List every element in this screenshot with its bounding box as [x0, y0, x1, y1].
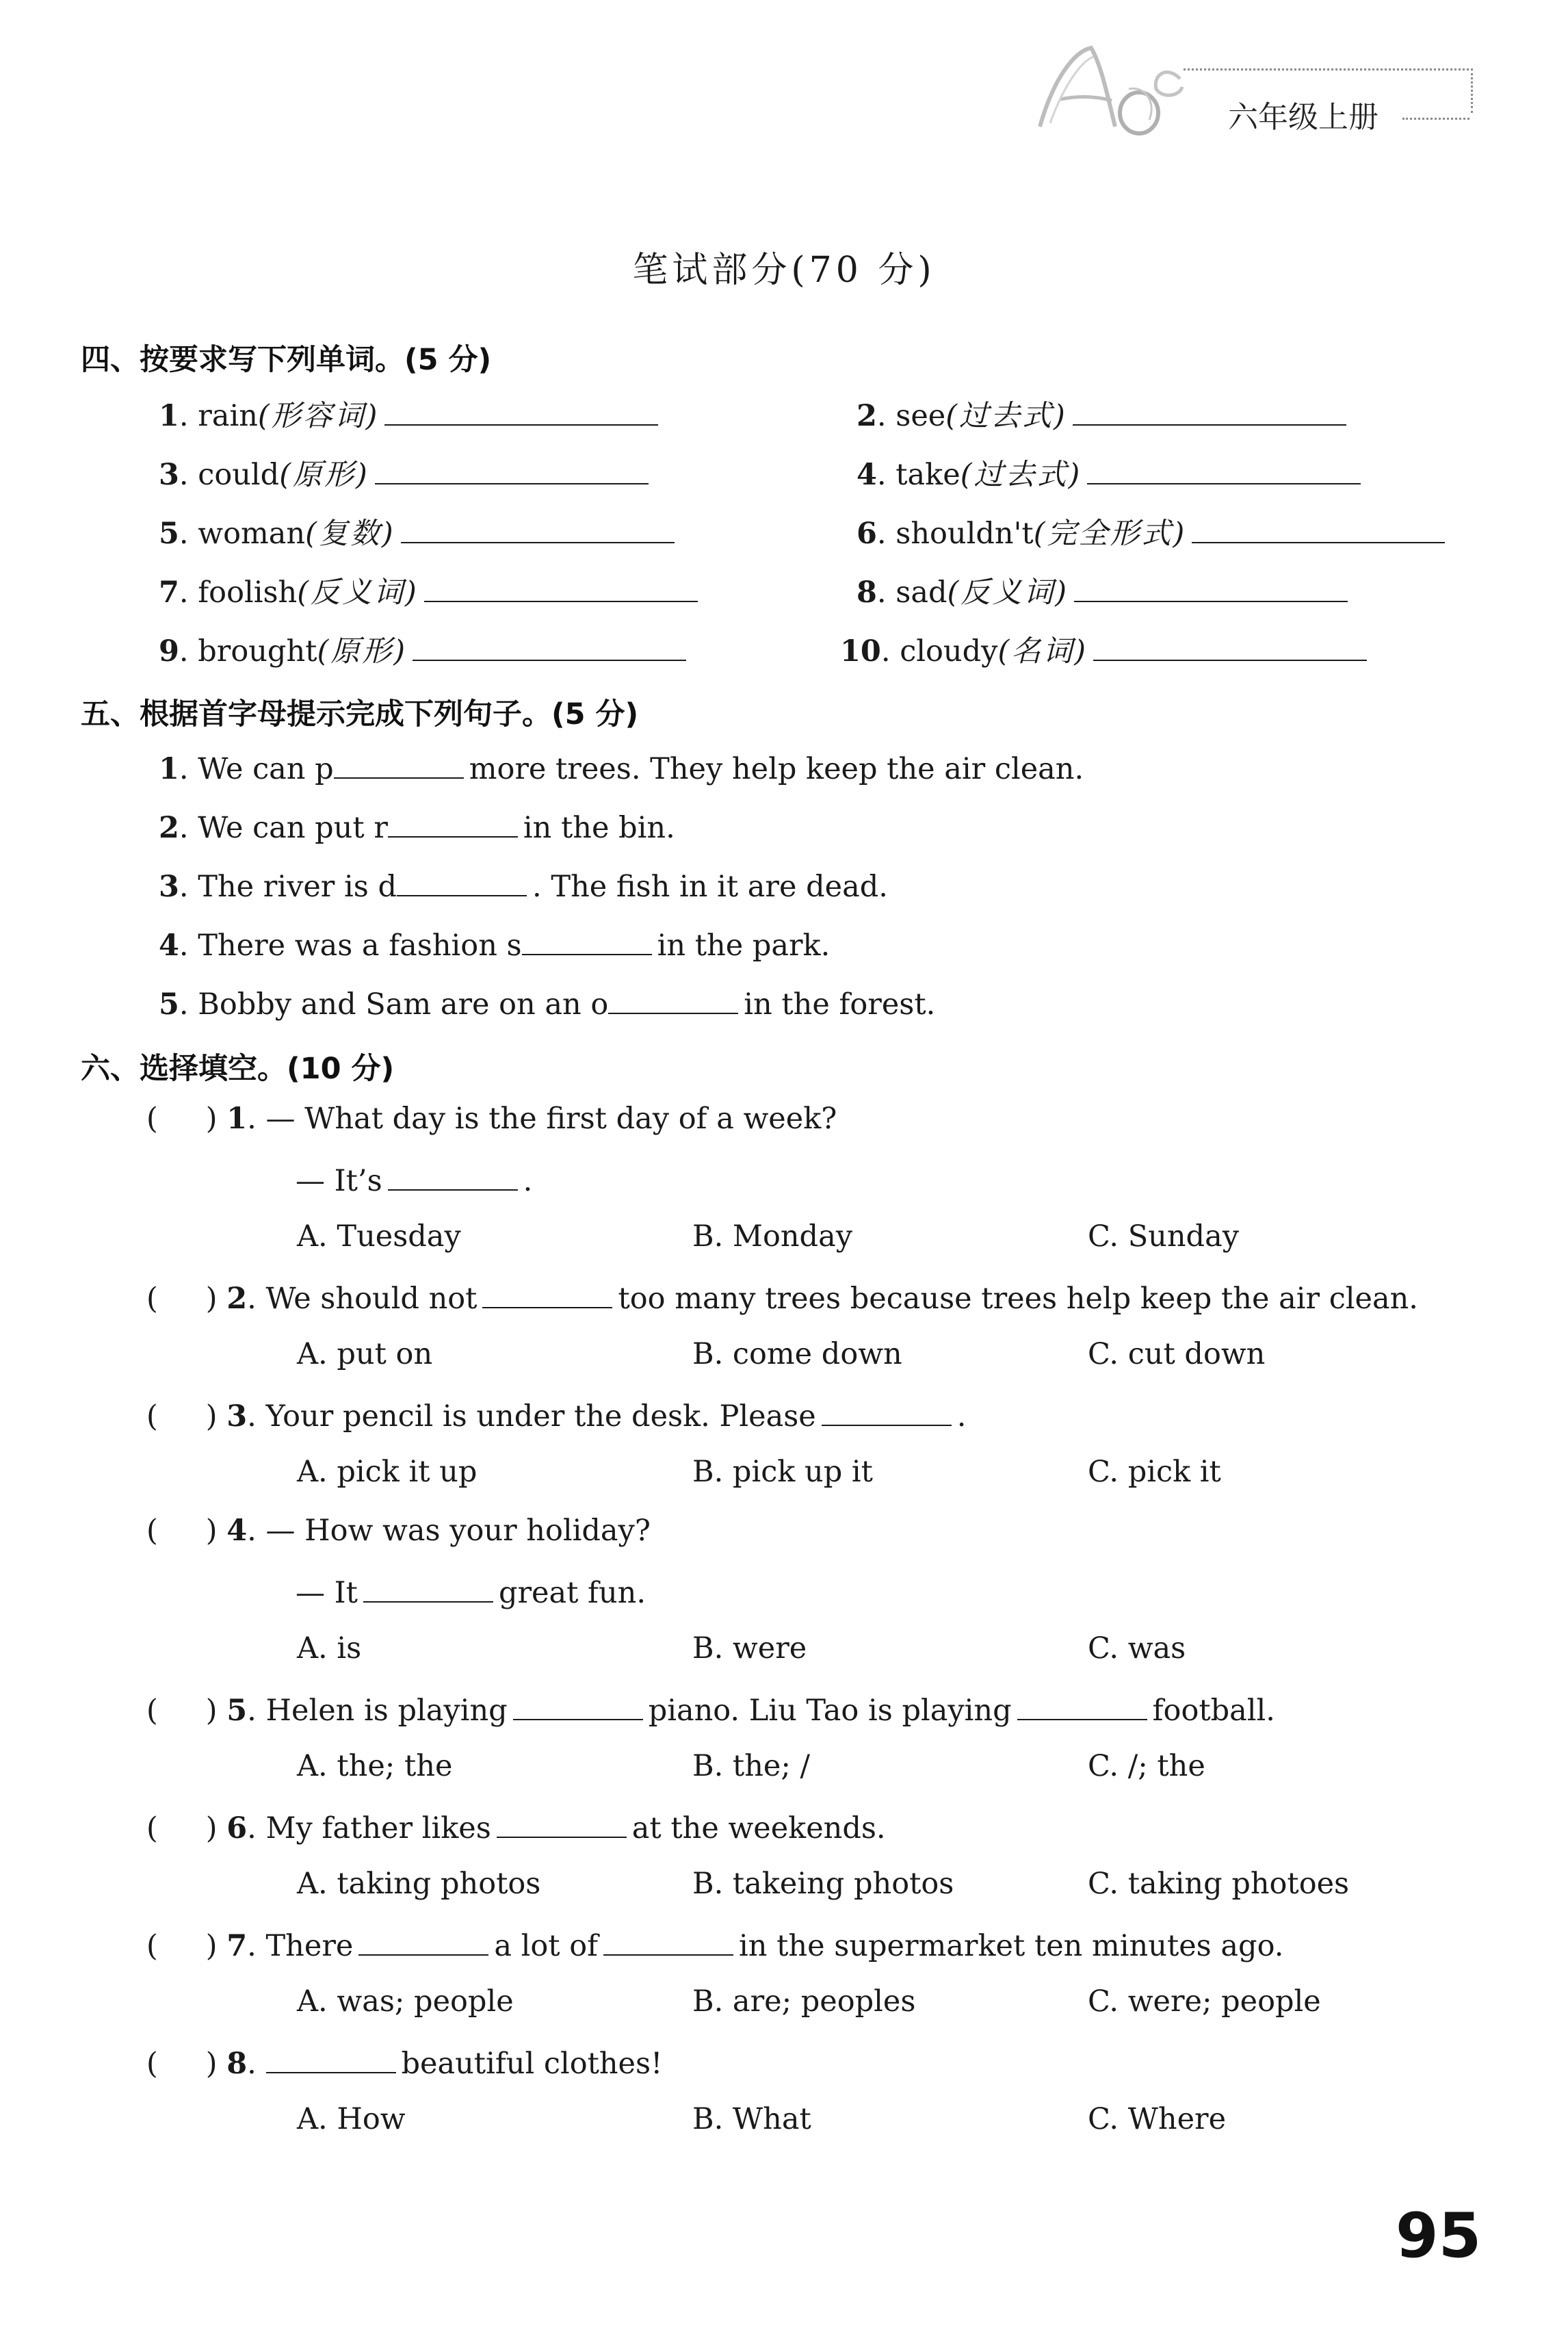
choice-question: ( ) 8. beautiful clothes!	[146, 2047, 663, 2081]
answer-blank[interactable]	[1074, 575, 1348, 602]
answer-blank[interactable]	[363, 1575, 493, 1603]
choice-question: ( ) 4. — How was your holiday?	[146, 1514, 651, 1548]
question-line: — It’s .	[296, 1164, 533, 1198]
answer-blank[interactable]	[1087, 457, 1361, 484]
answer-blank[interactable]	[266, 2046, 396, 2073]
answer-blank[interactable]	[608, 987, 738, 1014]
choice-question: ( ) 6. My father likes at the weekends.	[146, 1811, 886, 1845]
option-c: C. taking photoes	[1088, 1867, 1350, 1901]
option-b: B. pick up it	[692, 1455, 873, 1489]
answer-blank[interactable]	[358, 1928, 488, 1956]
option-c: C. were; people	[1088, 1984, 1321, 2019]
answer-blank[interactable]	[424, 575, 698, 602]
answer-blank[interactable]	[522, 928, 652, 955]
word-item: 3. could(原形)	[159, 457, 654, 490]
sentence-item: 3. The river is d . The fish in it are dead.	[159, 870, 888, 904]
answer-blank[interactable]	[1093, 634, 1367, 661]
option-a: A. is	[297, 1631, 362, 1666]
option-c: C. Sunday	[1088, 1219, 1240, 1254]
answer-blank[interactable]	[603, 1928, 733, 1956]
sentence-item: 2. We can put r in the bin.	[159, 811, 675, 845]
answer-blank[interactable]	[388, 1163, 518, 1191]
sentence-item: 1. We can p more trees. They help keep the air clean.	[159, 752, 1084, 786]
option-b: B. Monday	[692, 1219, 853, 1254]
word-item: 9. brought(原形)	[159, 634, 692, 666]
word-item: 5. woman(复数)	[159, 516, 680, 549]
option-b: B. the; /	[692, 1749, 810, 1783]
sentence-item: 4. There was a fashion s in the park.	[159, 929, 831, 963]
answer-blank[interactable]	[334, 751, 464, 779]
option-c: C. pick it	[1088, 1455, 1221, 1489]
answer-blank[interactable]	[384, 398, 658, 426]
word-item: 2. see(过去式)	[857, 398, 1352, 431]
choice-question: ( ) 2. We should not too many trees because trees help keep the air clean.	[146, 1282, 1418, 1316]
option-a: A. How	[297, 2102, 406, 2136]
word-item: 4. take(过去式)	[857, 457, 1366, 490]
choice-question: ( ) 7. There a lot of in the supermarket ten minutes ago.	[146, 1929, 1284, 1963]
word-item: 6. shouldn't(完全形式)	[857, 516, 1450, 549]
word-item: 8. sad(反义词)	[857, 575, 1353, 608]
answer-blank[interactable]	[401, 516, 675, 543]
answer-blank[interactable]	[1017, 1693, 1147, 1720]
option-b: B. were	[692, 1631, 807, 1666]
option-c: C. /; the	[1088, 1749, 1205, 1783]
option-a: A. was; people	[297, 1984, 514, 2019]
option-b: B. come down	[692, 1337, 902, 1371]
option-a: A. pick it up	[297, 1455, 478, 1489]
option-a: A. the; the	[297, 1749, 453, 1783]
answer-blank[interactable]	[1073, 398, 1346, 426]
option-c: C. was	[1088, 1631, 1186, 1666]
option-c: C. Where	[1088, 2102, 1227, 2136]
answer-blank[interactable]	[388, 810, 518, 838]
option-a: A. put on	[297, 1337, 433, 1371]
page-title: 笔试部分(70 分)	[632, 250, 936, 291]
answer-blank[interactable]	[497, 1811, 627, 1838]
section-4-heading: 四、按要求写下列单词。(5 分)	[81, 343, 492, 377]
answer-blank[interactable]	[482, 1281, 612, 1308]
page-number: 95	[1396, 2200, 1482, 2272]
choice-question: ( ) 1. — What day is the first day of a week?	[146, 1102, 837, 1136]
answer-blank[interactable]	[397, 869, 527, 896]
choice-question: ( ) 5. Helen is playing piano. Liu Tao is playing football.	[146, 1694, 1275, 1728]
option-a: A. Tuesday	[297, 1219, 461, 1254]
sentence-item: 5. Bobby and Sam are on an o in the forest.	[159, 987, 936, 1022]
answer-blank[interactable]	[1192, 516, 1445, 543]
section-6-heading: 六、选择填空。(10 分)	[81, 1052, 395, 1086]
option-b: B. takeing photos	[692, 1867, 954, 1901]
question-line: — It great fun.	[296, 1576, 646, 1610]
option-c: C. cut down	[1088, 1337, 1266, 1371]
option-a: A. taking photos	[297, 1867, 541, 1901]
choice-question: ( ) 3. Your pencil is under the desk. Please .	[146, 1399, 967, 1434]
section-5-heading: 五、根据首字母提示完成下列句子。(5 分)	[81, 697, 639, 731]
option-b: B. are; peoples	[692, 1984, 916, 2019]
option-b: B. What	[692, 2102, 811, 2136]
grade-label: 六年级上册	[1228, 100, 1378, 135]
answer-blank[interactable]	[413, 634, 686, 661]
header-dotted-line	[1402, 118, 1469, 120]
answer-blank[interactable]	[513, 1693, 643, 1720]
answer-blank[interactable]	[375, 457, 649, 484]
word-item: 10. cloudy(名词)	[840, 634, 1372, 666]
word-item: 7. foolish(反义词)	[159, 575, 703, 608]
abc-logo-icon	[1026, 38, 1204, 140]
word-item: 1. rain(形容词)	[159, 398, 664, 431]
answer-blank[interactable]	[822, 1399, 952, 1426]
